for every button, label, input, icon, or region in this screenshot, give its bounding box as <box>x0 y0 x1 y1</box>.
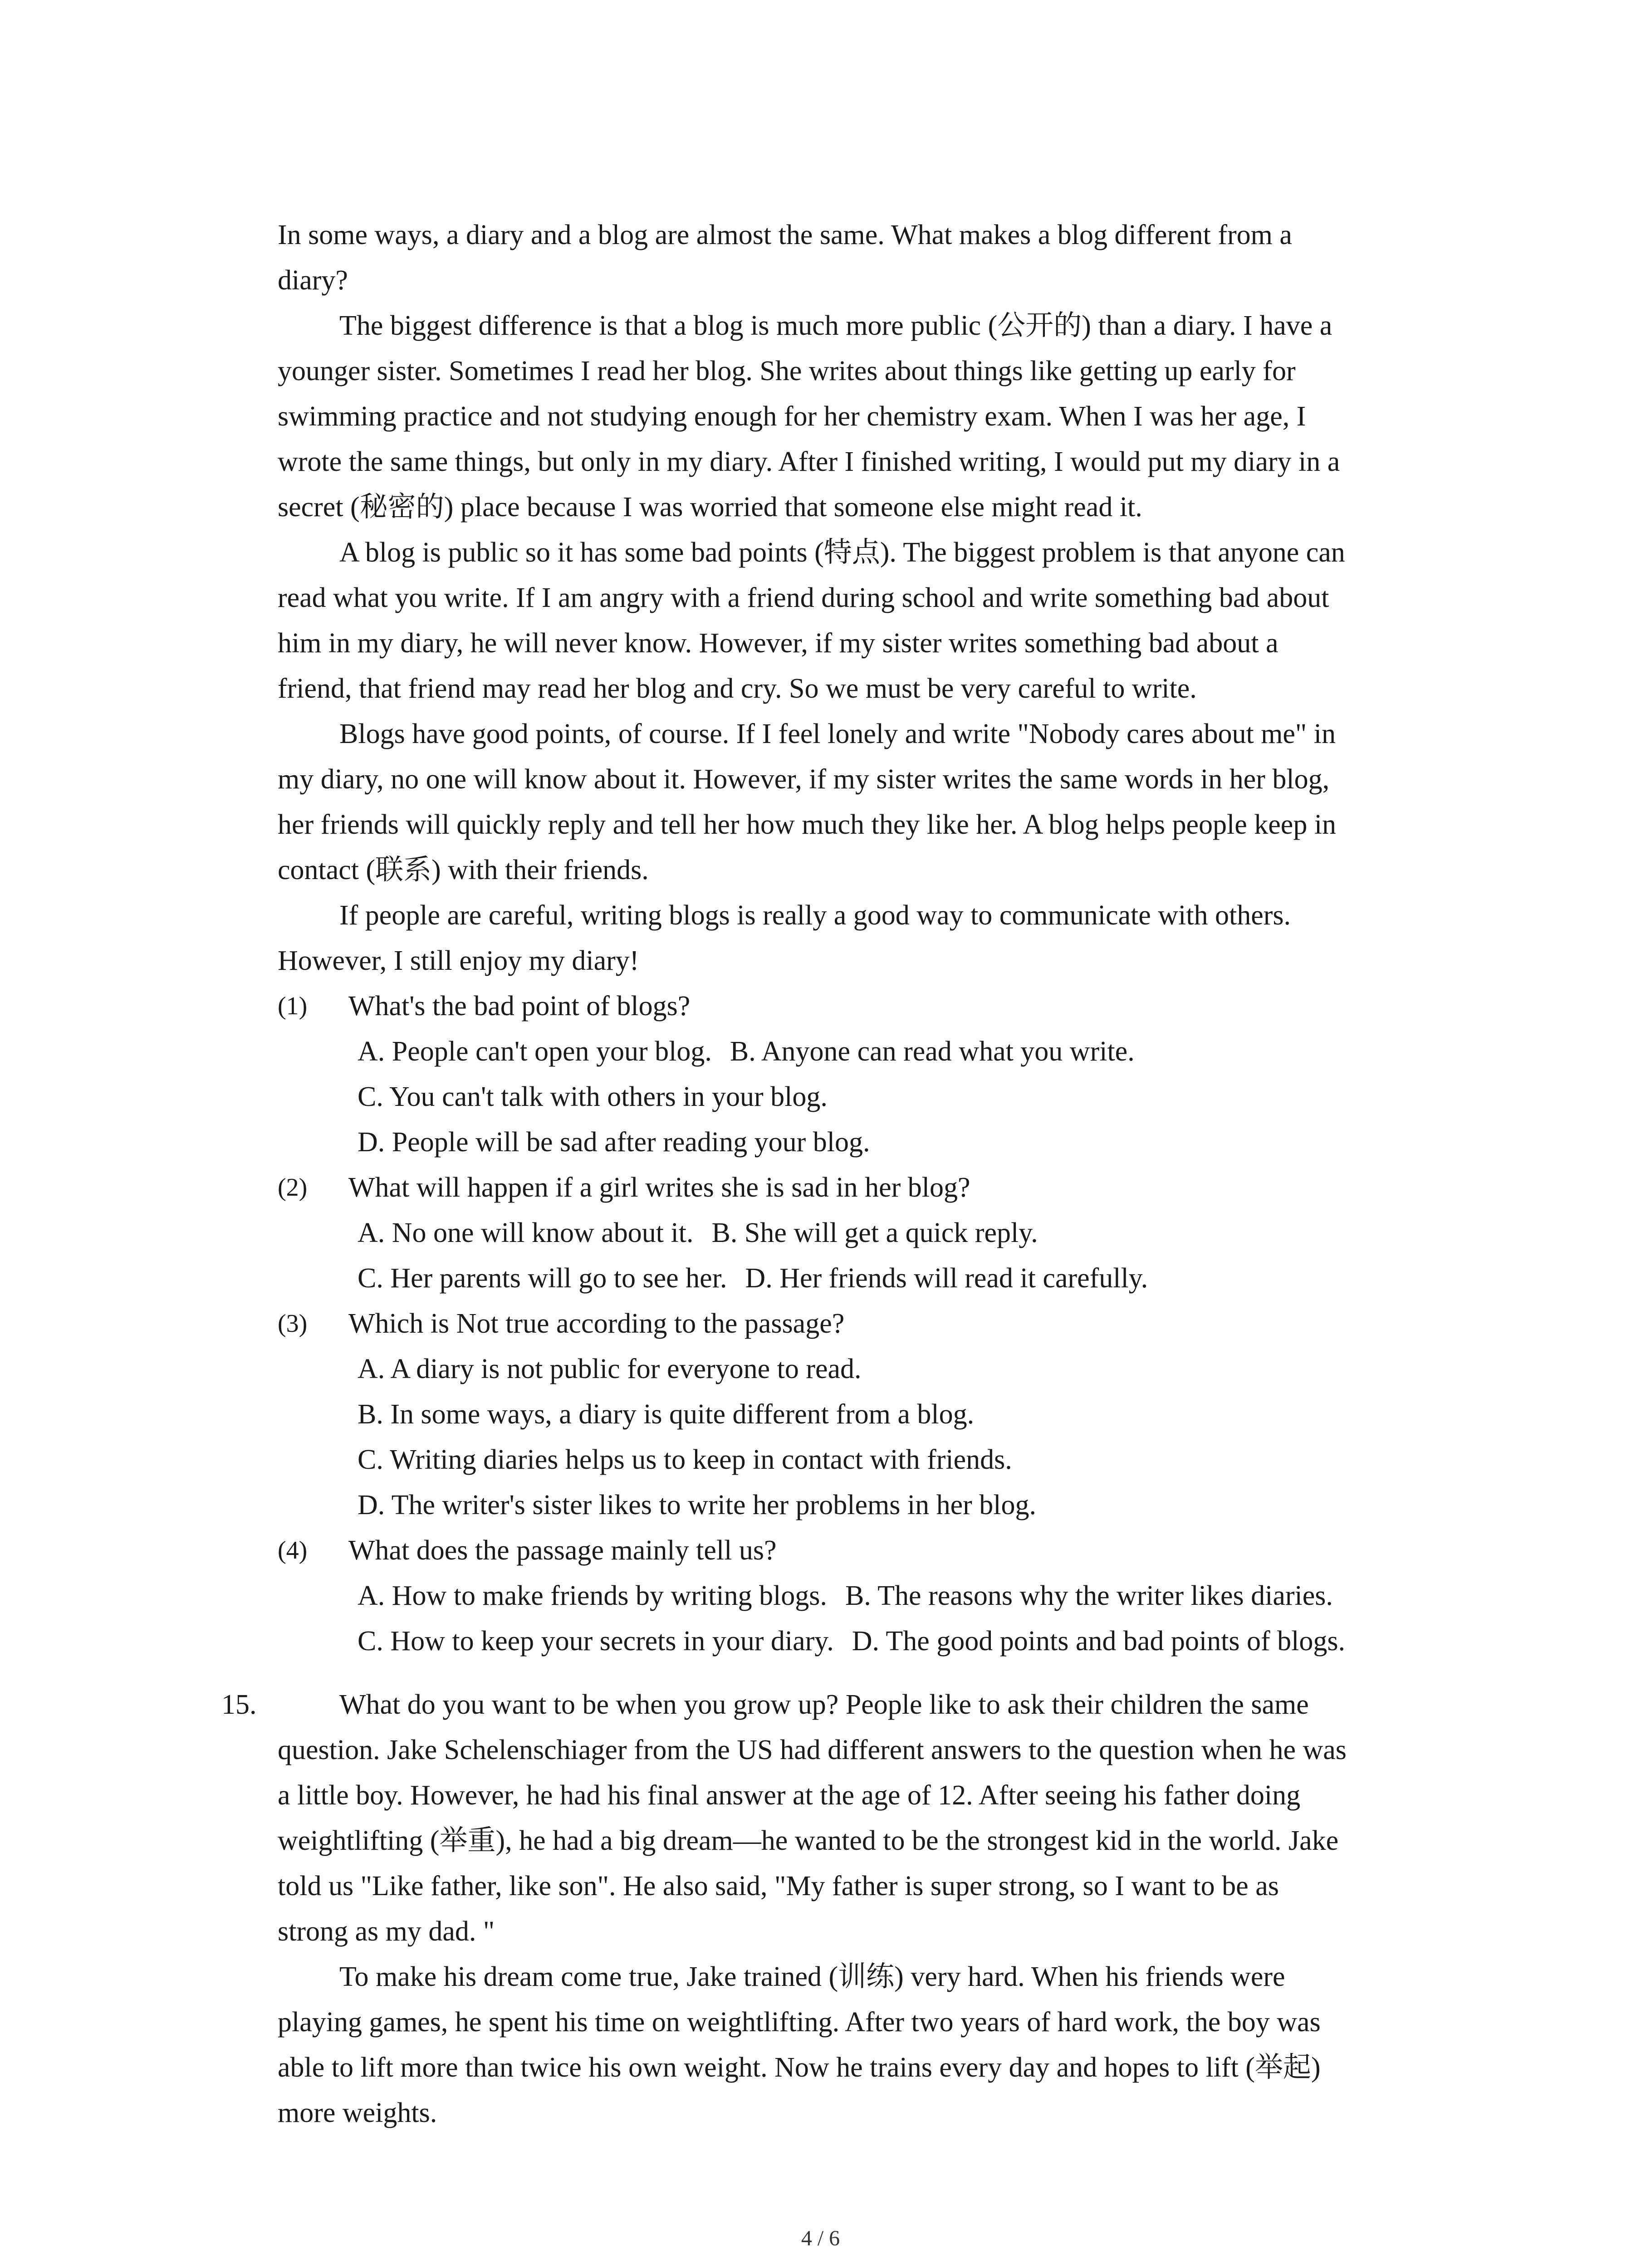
option-c: C. How to keep your secrets in your diary. <box>358 1626 834 1657</box>
text-line: strong as my dad. " <box>278 1916 495 1947</box>
option-a: A. No one will know about it. <box>358 1217 694 1248</box>
text-line: swimming practice and not studying enough for her chemistry exam. When I was her age, I <box>278 401 1306 432</box>
text-line: friend, that friend may read her blog and cry. So we must be very careful to write. <box>278 673 1197 704</box>
text-line: However, I still enjoy my diary! <box>278 945 639 976</box>
text-line: secret (秘密的) place because I was worried that someone else might read it. <box>278 492 1142 523</box>
text-line: In some ways, a diary and a blog are almost the same. What makes a blog different from a <box>278 220 1292 250</box>
option-a: A. A diary is not public for everyone to read. <box>358 1354 862 1384</box>
text-line: What do you want to be when you grow up? People like to ask their children the same <box>339 1689 1309 1720</box>
option-d: D. Her friends will read it carefully. <box>745 1263 1148 1294</box>
option-row <box>358 1033 1135 1070</box>
option-c: C. You can't talk with others in your blog. <box>358 1081 828 1112</box>
question-number: (2) <box>278 1173 308 1202</box>
option-row <box>358 1623 1345 1659</box>
option-row <box>358 1260 1148 1296</box>
option-row <box>358 1215 1038 1251</box>
option-c: C. Writing diaries helps us to keep in contact with friends. <box>358 1444 1012 1475</box>
text-line: more weights. <box>278 2097 437 2128</box>
text-line: my diary, no one will know about it. However, if my sister writes the same words in her blog, <box>278 764 1330 795</box>
question-number: (1) <box>278 992 308 1020</box>
text-line: read what you write. If I am angry with a friend during school and write something bad about <box>278 582 1329 613</box>
option-d: D. The writer's sister likes to write her problems in her blog. <box>358 1490 1036 1520</box>
text-line: weightlifting (举重), he had a big dream—he wanted to be the strongest kid in the world. Jake <box>278 1825 1339 1856</box>
text-line: The biggest difference is that a blog is much more public (公开的) than a diary. I have a <box>339 310 1332 341</box>
text-line: wrote the same things, but only in my diary. After I finished writing, I would put my diary in a <box>278 446 1340 477</box>
option-b: B. Anyone can read what you write. <box>730 1036 1135 1067</box>
text-line: A blog is public so it has some bad points (特点). The biggest problem is that anyone can <box>339 537 1345 568</box>
question-text: What does the passage mainly tell us? <box>348 1535 777 1566</box>
option-a: A. How to make friends by writing blogs. <box>358 1580 827 1611</box>
option-c: C. Her parents will go to see her. <box>358 1263 727 1294</box>
option-a: A. People can't open your blog. <box>358 1036 712 1067</box>
page-indicator: 4 / 6 <box>801 2226 840 2250</box>
option-d: D. People will be sad after reading your blog. <box>358 1127 870 1158</box>
text-line: her friends will quickly reply and tell her how much they like her. A blog helps people keep in <box>278 809 1337 840</box>
text-line: Blogs have good points, of course. If I feel lonely and write "Nobody cares about me" in <box>339 719 1336 749</box>
option-row <box>358 1578 1333 1614</box>
question-text: What will happen if a girl writes she is sad in her blog? <box>348 1172 970 1203</box>
text-line: younger sister. Sometimes I read her blog. She writes about things like getting up early for <box>278 356 1296 386</box>
question-text: Which is Not true according to the passage? <box>348 1308 845 1339</box>
text-line: contact (联系) with their friends. <box>278 855 649 885</box>
text-line: able to lift more than twice his own weight. Now he trains every day and hopes to lift (举起) <box>278 2052 1321 2083</box>
text-line: To make his dream come true, Jake trained (训练) very hard. When his friends were <box>339 1961 1285 1992</box>
text-line: If people are careful, writing blogs is really a good way to communicate with others. <box>339 900 1291 931</box>
question-number: (4) <box>278 1536 308 1564</box>
text-line: him in my diary, he will never know. However, if my sister writes something bad about a <box>278 628 1279 659</box>
text-line: diary? <box>278 265 348 296</box>
question-text: What's the bad point of blogs? <box>348 991 691 1022</box>
option-b: B. In some ways, a diary is quite different from a blog. <box>358 1399 975 1430</box>
text-line: playing games, he spent his time on weightlifting. After two years of hard work, the boy was <box>278 2007 1321 2038</box>
option-b: B. The reasons why the writer likes diaries. <box>845 1580 1333 1611</box>
option-b: B. She will get a quick reply. <box>711 1217 1038 1248</box>
option-d: D. The good points and bad points of blogs. <box>852 1626 1345 1657</box>
question-number: (3) <box>278 1310 308 1338</box>
text-line: told us "Like father, like son". He also said, "My father is super strong, so I want to be as <box>278 1871 1279 1901</box>
text-line: a little boy. However, he had his final answer at the age of 12. After seeing his father doing <box>278 1780 1301 1811</box>
text-line: question. Jake Schelenschiager from the US had different answers to the question when he was <box>278 1735 1347 1765</box>
item-number: 15. <box>221 1689 257 1720</box>
